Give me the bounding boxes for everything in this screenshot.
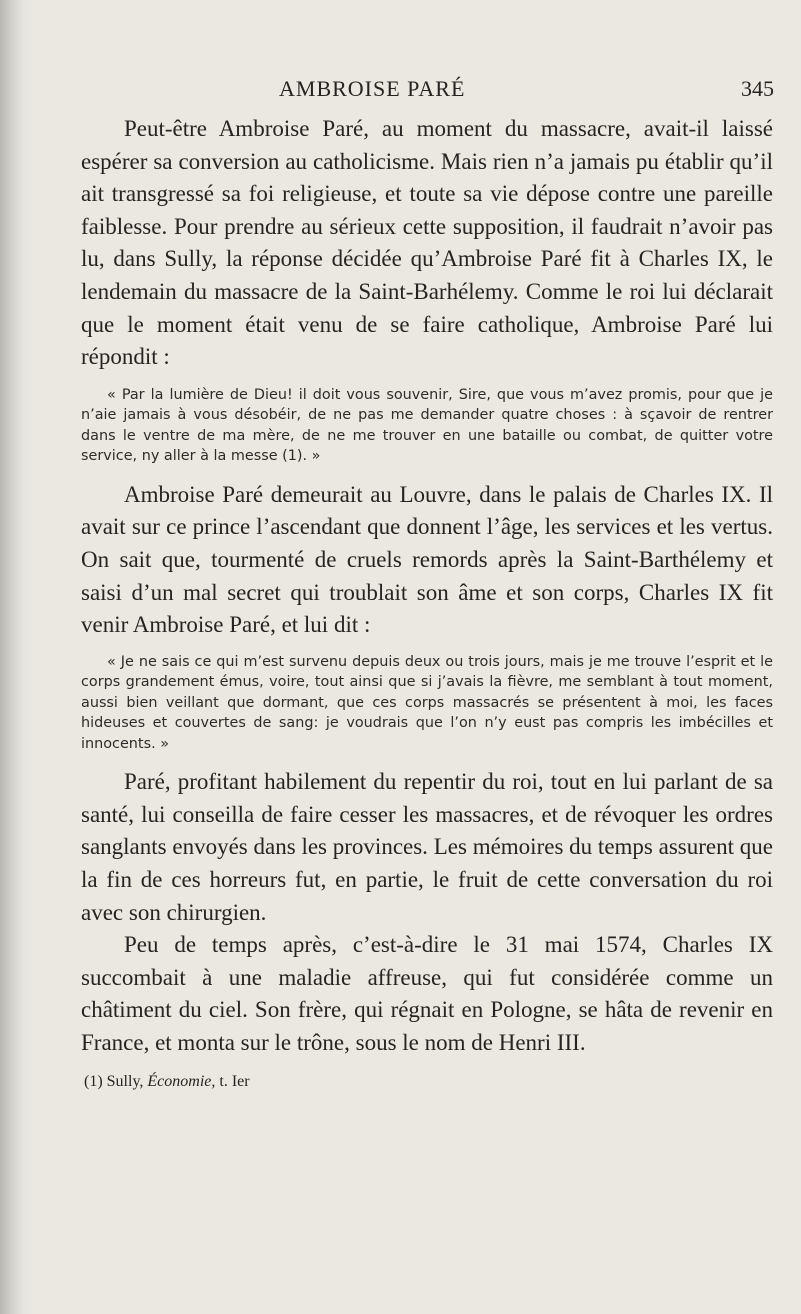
paragraph-death-of-charles: Peu de temps après, c’est-à-dire le 31 mai 1574, Charles IX succombait à une maladie affreuse, qui fut considérée comme un châtiment du ciel. Son frère, qui régnait en Pologne, se hâta de revenir en France, et monta sur le trône, sous le nom de Henri III. <box>81 932 773 1055</box>
paragraph-louvre: Ambroise Paré demeurait au Louvre, dans le palais de Charles IX. Il avait sur ce prince l’ascendant que donnent l’âge, les services et les vertus. On sait que, tourmenté de cruels remords après la Saint-Barthélemy et saisi d’un mal secret qui troublait son âme et son corps, Charles IX fit venir Ambroise Paré, et lui dit : <box>81 481 773 638</box>
footnote-volume: t. Ier <box>219 1072 250 1090</box>
paragraph-repentance: Paré, profitant habilement du repentir du roi, tout en lui parlant de sa santé, lui conseilla de faire cesser les massacres, et de révoquer les ordres sanglants envoyés dans les provinces. Les mémoires du temps assurent que la fin de ces horreurs fut, en partie, le fruit de cette conversation du roi avec son chirurgien. <box>81 769 773 925</box>
running-title: AMBROISE PARÉ <box>279 76 466 101</box>
book-spine-shadow <box>0 0 34 1314</box>
page-number: 345 <box>741 76 774 101</box>
book-page <box>40 0 780 1314</box>
body-text <box>81 113 773 1092</box>
quotation-charles-ix: « Je ne sais ce qui m’est survenu depuis deux ou trois jours, mais je me trouve l’esprit et le corps grandement émus, voire, tout ainsi que si j’avais la fièvre, me semblant à tout moment, aussi bien veillant que dormant, que ces corps massacrés se présentent à moi, les faces hideuses et couvertes de sang: je voudrais que l’on n’y eust pas compris les imbécilles et innocents. » <box>81 653 773 752</box>
footnote-marker: (1) Sully, <box>84 1072 144 1090</box>
footnote <box>81 1072 773 1092</box>
page-header <box>40 76 780 106</box>
paragraph-conversion: Peut-être Ambroise Paré, au moment du massacre, avait-il laissé espérer sa conversion au catholicisme. Mais rien n’a jamais pu établir qu’il ait transgressé sa foi religieuse, et toute sa vie dépose contre une pareille faiblesse. Pour prendre au sérieux cette supposition, il faudrait n’avoir pas lu, dans Sully, la réponse décidée qu’Ambroise Paré fit à Charles IX, le lendemain du massacre de la Saint-Barhélemy. Comme le roi lui déclarait que le moment était venu de se faire catholique, Ambroise Paré lui répondit : <box>81 116 773 370</box>
footnote-work: Économie, <box>147 1072 216 1090</box>
quotation-pare-reply: « Par la lumière de Dieu! il doit vous souvenir, Sire, que vous m’avez promis, pour que je n’aie jamais à vous désobéir, de ne pas me demander quatre choses : à sçavoir de rentrer dans le ventre de ma mère, de ne me trouver en une bataille ou combat, de quitter votre service, ny aller à la messe (1). » <box>81 386 773 465</box>
